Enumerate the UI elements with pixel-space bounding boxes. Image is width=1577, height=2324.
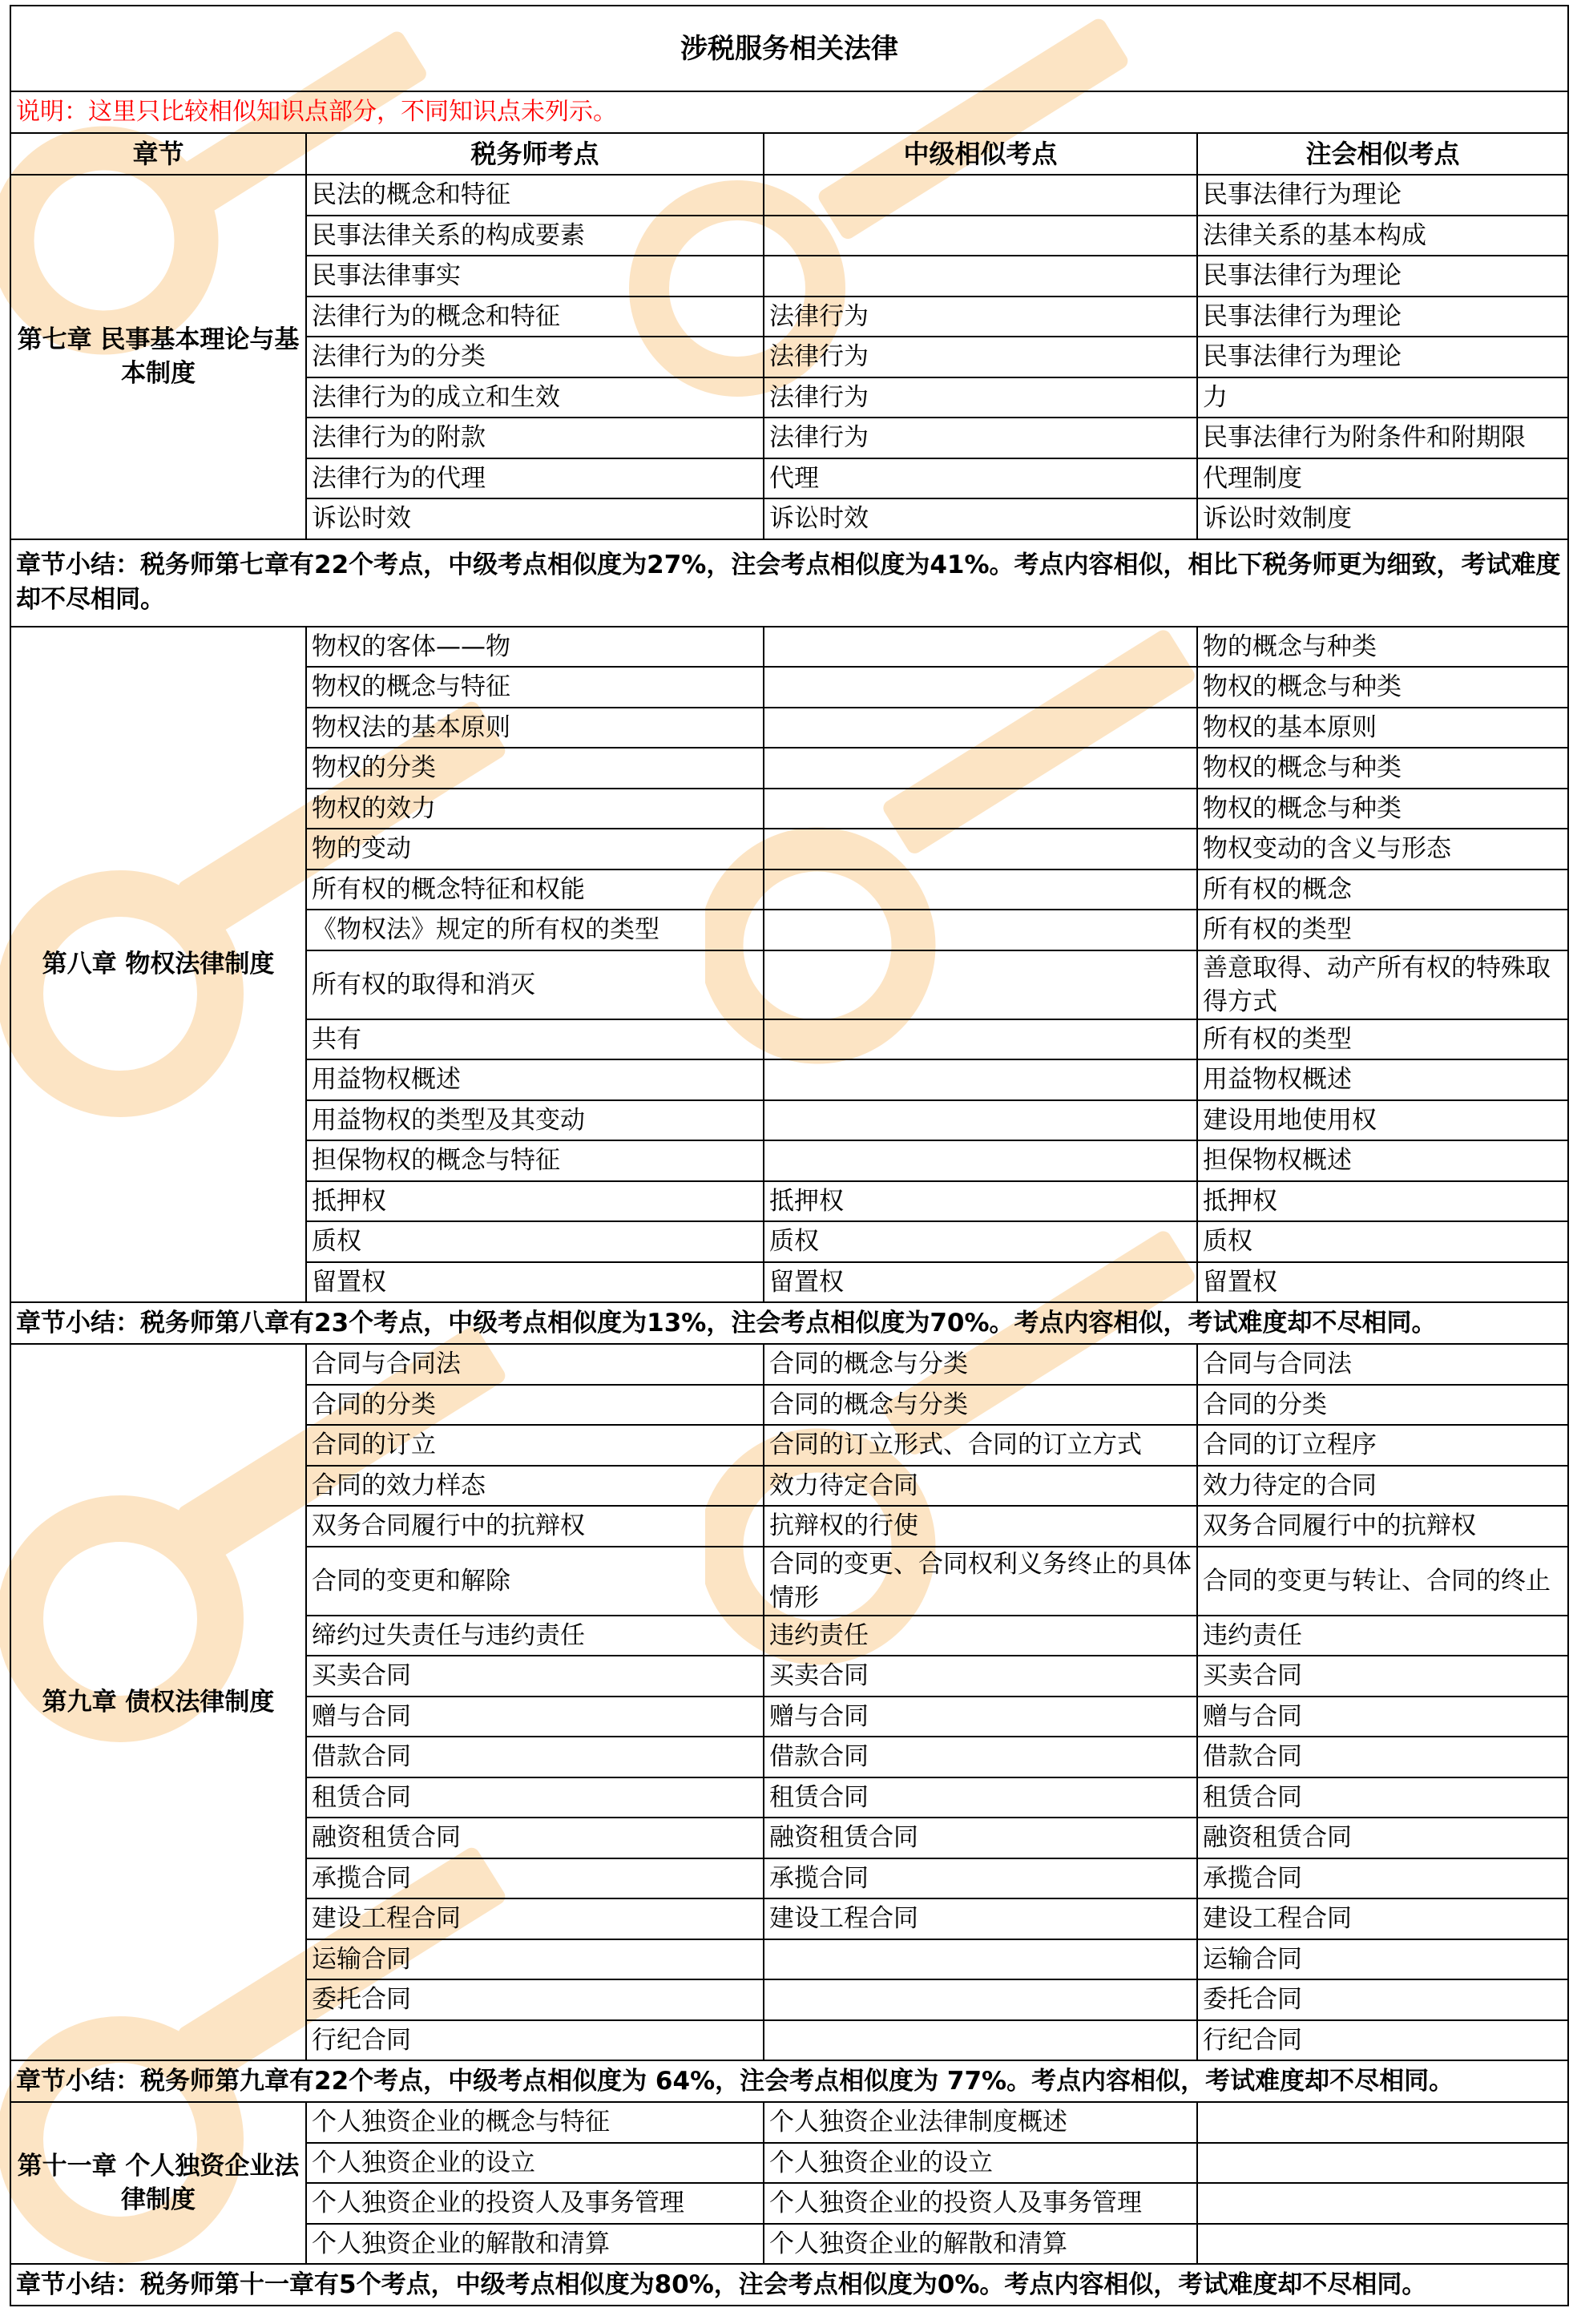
cell-cpa	[1197, 2143, 1568, 2184]
cell-cpa: 承揽合同	[1197, 1858, 1568, 1899]
cell-tax-agent: 行纪合同	[306, 2020, 764, 2061]
header-chapter: 章节	[10, 133, 306, 175]
chapter-summary: 章节小结：税务师第八章有23个考点，中级考点相似度为13%，注会考点相似度为70%。考点内容相似，考试难度却不尽相同。	[10, 1302, 1568, 1344]
cell-tax-agent: 质权	[306, 1221, 764, 1262]
header-intermediate: 中级相似考点	[764, 133, 1197, 175]
cell-cpa: 质权	[1197, 1221, 1568, 1262]
cell-cpa: 用益物权概述	[1197, 1059, 1568, 1100]
cell-tax-agent: 法律行为的概念和特征	[306, 297, 764, 337]
cell-intermediate: 赠与合同	[764, 1697, 1197, 1737]
cell-cpa	[1197, 2102, 1568, 2143]
cell-cpa: 民事法律行为理论	[1197, 337, 1568, 377]
cell-tax-agent: 个人独资企业的解散和清算	[306, 2224, 764, 2265]
table-note: 说明：这里只比较相似知识点部分，不同知识点未列示。	[10, 91, 1568, 133]
cell-cpa	[1197, 2224, 1568, 2265]
comparison-table	[10, 5, 1569, 2306]
cell-intermediate: 承揽合同	[764, 1858, 1197, 1899]
cell-cpa: 所有权的类型	[1197, 1019, 1568, 1060]
cell-cpa: 民事法律行为理论	[1197, 175, 1568, 216]
cell-cpa: 违约责任	[1197, 1616, 1568, 1656]
cell-tax-agent: 用益物权的类型及其变动	[306, 1100, 764, 1141]
cell-intermediate: 租赁合同	[764, 1777, 1197, 1818]
cell-tax-agent: 个人独资企业的设立	[306, 2143, 764, 2184]
cell-intermediate	[764, 216, 1197, 256]
cell-intermediate: 法律行为	[764, 377, 1197, 418]
cell-intermediate: 代理	[764, 458, 1197, 499]
cell-tax-agent: 合同与合同法	[306, 1344, 764, 1385]
cell-cpa: 物权的基本原则	[1197, 708, 1568, 748]
cell-tax-agent: 融资租赁合同	[306, 1818, 764, 1858]
cell-intermediate: 质权	[764, 1221, 1197, 1262]
cell-intermediate	[764, 1939, 1197, 1980]
cell-intermediate: 诉讼时效	[764, 498, 1197, 539]
chapter-cell-ch11: 第十一章 个人独资企业法律制度	[10, 2102, 306, 2264]
cell-cpa: 合同的订立程序	[1197, 1425, 1568, 1466]
cell-cpa: 运输合同	[1197, 1939, 1568, 1980]
note-row	[10, 91, 1568, 133]
summary-row-ch11	[10, 2264, 1568, 2306]
cell-intermediate	[764, 950, 1197, 1019]
cell-tax-agent: 合同的订立	[306, 1425, 764, 1466]
cell-tax-agent: 法律行为的代理	[306, 458, 764, 499]
cell-tax-agent: 法律行为的成立和生效	[306, 377, 764, 418]
cell-tax-agent: 《物权法》规定的所有权的类型	[306, 910, 764, 950]
cell-cpa: 委托合同	[1197, 1979, 1568, 2020]
cell-tax-agent: 物权的分类	[306, 748, 764, 789]
chapter-summary: 章节小结：税务师第七章有22个考点，中级考点相似度为27%，注会考点相似度为41%。考点内容相似，相比下税务师更为细致，考试难度却不尽相同。	[10, 539, 1568, 627]
title-row	[10, 6, 1568, 91]
cell-tax-agent: 法律行为的附款	[306, 418, 764, 458]
cell-cpa: 善意取得、动产所有权的特殊取得方式	[1197, 950, 1568, 1019]
cell-cpa: 双务合同履行中的抗辩权	[1197, 1506, 1568, 1547]
cell-tax-agent: 物的变动	[306, 829, 764, 869]
cell-tax-agent: 个人独资企业的概念与特征	[306, 2102, 764, 2143]
cell-tax-agent: 借款合同	[306, 1737, 764, 1777]
cell-cpa: 合同的分类	[1197, 1385, 1568, 1426]
cell-intermediate: 留置权	[764, 1262, 1197, 1303]
cell-intermediate: 买卖合同	[764, 1656, 1197, 1697]
cell-cpa: 民事法律行为理论	[1197, 297, 1568, 337]
table-row	[10, 1344, 1568, 1385]
cell-intermediate: 效力待定合同	[764, 1466, 1197, 1507]
cell-intermediate	[764, 2020, 1197, 2061]
cell-tax-agent: 民事法律关系的构成要素	[306, 216, 764, 256]
header-row	[10, 133, 1568, 175]
cell-cpa: 诉讼时效制度	[1197, 498, 1568, 539]
cell-cpa: 建设工程合同	[1197, 1898, 1568, 1939]
cell-cpa: 借款合同	[1197, 1737, 1568, 1777]
cell-intermediate	[764, 667, 1197, 708]
cell-intermediate: 法律行为	[764, 337, 1197, 377]
summary-row-ch8	[10, 1302, 1568, 1344]
cell-cpa: 物权的概念与种类	[1197, 789, 1568, 829]
cell-tax-agent: 租赁合同	[306, 1777, 764, 1818]
cell-intermediate	[764, 175, 1197, 216]
header-tax-agent: 税务师考点	[306, 133, 764, 175]
table-row	[10, 627, 1568, 668]
cell-tax-agent: 承揽合同	[306, 1858, 764, 1899]
cell-cpa: 买卖合同	[1197, 1656, 1568, 1697]
cell-tax-agent: 抵押权	[306, 1181, 764, 1222]
cell-tax-agent: 合同的分类	[306, 1385, 764, 1426]
cell-cpa: 建设用地使用权	[1197, 1100, 1568, 1141]
cell-cpa: 代理制度	[1197, 458, 1568, 499]
cell-intermediate	[764, 256, 1197, 297]
cell-intermediate: 法律行为	[764, 418, 1197, 458]
cell-cpa: 行纪合同	[1197, 2020, 1568, 2061]
cell-intermediate	[764, 1019, 1197, 1060]
cell-cpa: 民事法律行为理论	[1197, 256, 1568, 297]
cell-intermediate	[764, 627, 1197, 668]
cell-intermediate	[764, 869, 1197, 910]
cell-cpa: 物的概念与种类	[1197, 627, 1568, 668]
cell-intermediate: 借款合同	[764, 1737, 1197, 1777]
table-title: 涉税服务相关法律	[10, 6, 1568, 91]
cell-tax-agent: 委托合同	[306, 1979, 764, 2020]
cell-tax-agent: 个人独资企业的投资人及事务管理	[306, 2183, 764, 2224]
cell-cpa: 物权的概念与种类	[1197, 667, 1568, 708]
cell-cpa: 赠与合同	[1197, 1697, 1568, 1737]
cell-cpa: 担保物权概述	[1197, 1140, 1568, 1181]
summary-row-ch9	[10, 2060, 1568, 2102]
cell-tax-agent: 物权法的基本原则	[306, 708, 764, 748]
cell-intermediate	[764, 789, 1197, 829]
cell-intermediate: 违约责任	[764, 1616, 1197, 1656]
cell-tax-agent: 共有	[306, 1019, 764, 1060]
cell-intermediate: 抗辩权的行使	[764, 1506, 1197, 1547]
cell-tax-agent: 用益物权概述	[306, 1059, 764, 1100]
cell-tax-agent: 法律行为的分类	[306, 337, 764, 377]
cell-intermediate: 建设工程合同	[764, 1898, 1197, 1939]
cell-tax-agent: 诉讼时效	[306, 498, 764, 539]
cell-cpa	[1197, 2183, 1568, 2224]
cell-intermediate: 个人独资企业的解散和清算	[764, 2224, 1197, 2265]
cell-intermediate	[764, 910, 1197, 950]
summary-row-ch7	[10, 539, 1568, 627]
cell-intermediate	[764, 748, 1197, 789]
cell-tax-agent: 建设工程合同	[306, 1898, 764, 1939]
cell-intermediate: 合同的变更、合同权利义务终止的具体情形	[764, 1547, 1197, 1616]
cell-cpa: 物权的概念与种类	[1197, 748, 1568, 789]
cell-tax-agent: 赠与合同	[306, 1697, 764, 1737]
cell-cpa: 民事法律行为附条件和附期限	[1197, 418, 1568, 458]
chapter-summary: 章节小结：税务师第十一章有5个考点，中级考点相似度为80%，注会考点相似度为0%。考点内容相似，考试难度却不尽相同。	[10, 2264, 1568, 2306]
cell-intermediate	[764, 1059, 1197, 1100]
table-row	[10, 2102, 1568, 2143]
cell-intermediate	[764, 829, 1197, 869]
cell-intermediate	[764, 1100, 1197, 1141]
cell-tax-agent: 缔约过失责任与违约责任	[306, 1616, 764, 1656]
cell-intermediate: 个人独资企业法律制度概述	[764, 2102, 1197, 2143]
cell-tax-agent: 民法的概念和特征	[306, 175, 764, 216]
cell-tax-agent: 物权的客体——物	[306, 627, 764, 668]
cell-cpa: 所有权的概念	[1197, 869, 1568, 910]
cell-intermediate: 合同的概念与分类	[764, 1385, 1197, 1426]
cell-cpa: 物权变动的含义与形态	[1197, 829, 1568, 869]
cell-cpa: 法律关系的基本构成	[1197, 216, 1568, 256]
cell-cpa: 所有权的类型	[1197, 910, 1568, 950]
cell-tax-agent: 买卖合同	[306, 1656, 764, 1697]
cell-tax-agent: 担保物权的概念与特征	[306, 1140, 764, 1181]
chapter-cell-ch7: 第七章 民事基本理论与基本制度	[10, 175, 306, 539]
cell-intermediate: 抵押权	[764, 1181, 1197, 1222]
cell-tax-agent: 民事法律事实	[306, 256, 764, 297]
cell-intermediate: 合同的概念与分类	[764, 1344, 1197, 1385]
cell-cpa: 留置权	[1197, 1262, 1568, 1303]
cell-tax-agent: 运输合同	[306, 1939, 764, 1980]
cell-tax-agent: 双务合同履行中的抗辩权	[306, 1506, 764, 1547]
cell-tax-agent: 合同的效力样态	[306, 1466, 764, 1507]
cell-intermediate: 融资租赁合同	[764, 1818, 1197, 1858]
cell-cpa: 租赁合同	[1197, 1777, 1568, 1818]
cell-tax-agent: 所有权的取得和消灭	[306, 950, 764, 1019]
chapter-cell-ch9: 第九章 债权法律制度	[10, 1344, 306, 2060]
cell-tax-agent: 留置权	[306, 1262, 764, 1303]
cell-cpa: 力	[1197, 377, 1568, 418]
cell-cpa: 合同的变更与转让、合同的终止	[1197, 1547, 1568, 1616]
cell-intermediate: 合同的订立形式、合同的订立方式	[764, 1425, 1197, 1466]
header-cpa: 注会相似考点	[1197, 133, 1568, 175]
cell-tax-agent: 物权的概念与特征	[306, 667, 764, 708]
table-row	[10, 175, 1568, 216]
cell-cpa: 融资租赁合同	[1197, 1818, 1568, 1858]
cell-intermediate: 个人独资企业的设立	[764, 2143, 1197, 2184]
chapter-cell-ch8: 第八章 物权法律制度	[10, 627, 306, 1303]
cell-tax-agent: 合同的变更和解除	[306, 1547, 764, 1616]
cell-cpa: 合同与合同法	[1197, 1344, 1568, 1385]
chapter-summary: 章节小结：税务师第九章有22个考点，中级考点相似度为 64%，注会考点相似度为 77%。考点内容相似，考试难度却不尽相同。	[10, 2060, 1568, 2102]
cell-cpa: 抵押权	[1197, 1181, 1568, 1222]
cell-intermediate	[764, 708, 1197, 748]
cell-intermediate: 个人独资企业的投资人及事务管理	[764, 2183, 1197, 2224]
cell-intermediate: 法律行为	[764, 297, 1197, 337]
cell-tax-agent: 所有权的概念特征和权能	[306, 869, 764, 910]
cell-intermediate	[764, 1140, 1197, 1181]
cell-tax-agent: 物权的效力	[306, 789, 764, 829]
cell-cpa: 效力待定的合同	[1197, 1466, 1568, 1507]
cell-intermediate	[764, 1979, 1197, 2020]
